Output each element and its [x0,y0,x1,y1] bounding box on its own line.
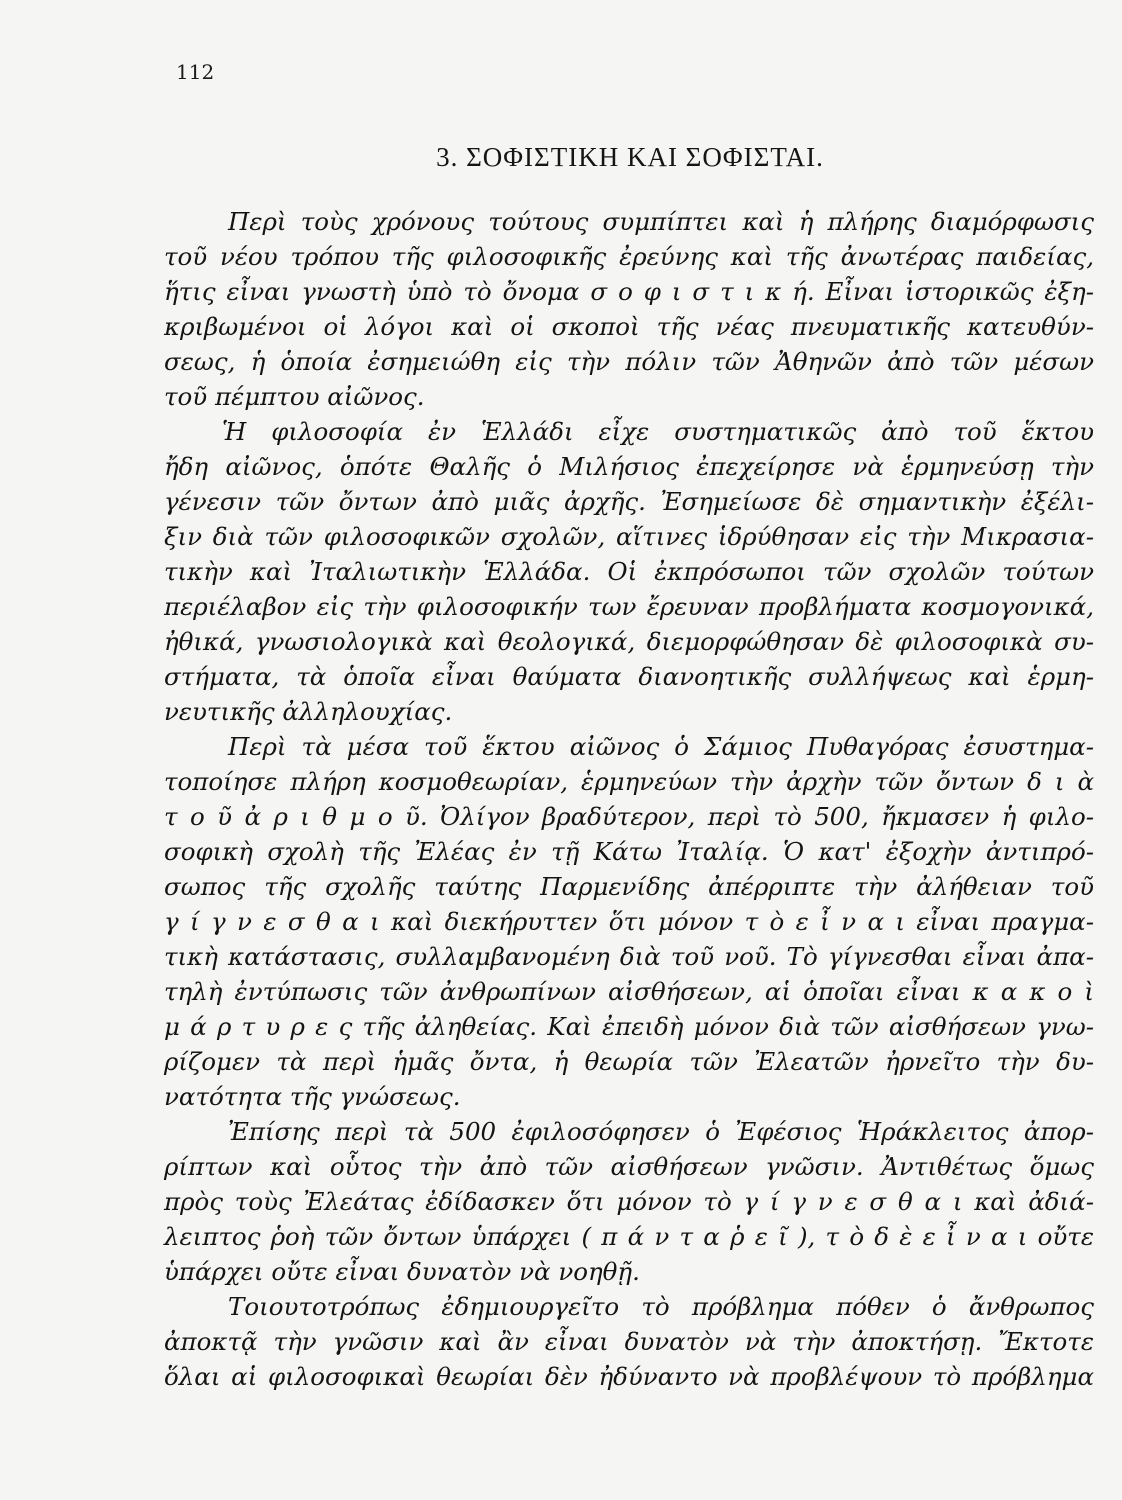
text-line: σοφικὴ σχολὴ τῆς Ἐλέας ἐν τῇ Κάτω Ἰταλίᾳ. Ὁ κατ' ἐξοχὴν ἀντιπρό- [164,837,1094,866]
body-text [164,204,1094,1394]
text-line: λειπτος ῥοὴ τῶν ὄντων ὑπάρχει ( π ά ν τ α ῥ ε ῖ ), τ ὸ δ ὲ ε ἶ ν α ι οὔτε [164,1222,1094,1251]
section-heading: 3. ΣΟΦΙΣΤΙΚΗ ΚΑΙ ΣΟΦΙΣΤΑΙ. [436,142,824,172]
text-line: τοποίησε πλήρη κοσμοθεωρίαν, ἑρμηνεύων τὴν ἀρχὴν τῶν ὄντων δ ι ὰ [164,767,1094,796]
text-line: νευτικῆς ἀλληλουχίας. [164,697,453,726]
text-line: γένεσιν τῶν ὄντων ἀπὸ μιᾶς ἀρχῆς. Ἐσημείωσε δὲ σημαντικὴν ἐξέλι- [164,487,1094,516]
text-line: τοῦ νέου τρόπου τῆς φιλοσοφικῆς ἐρεύνης καὶ τῆς ἀνωτέρας παιδείας, [164,242,1094,271]
text-line: Περὶ τὰ μέσα τοῦ ἕκτου αἰῶνος ὁ Σάμιος Πυθαγόρας ἐσυστημα- [228,732,1094,761]
text-line: ὅλαι αἱ φιλοσοφικαὶ θεωρίαι δὲν ἠδύναντο νὰ προβλέψουν τὸ πρόβλημα [164,1362,1094,1391]
text-line: ρίπτων καὶ οὗτος τὴν ἀπὸ τῶν αἰσθήσεων γνῶσιν. Ἀντιθέτως ὅμως [164,1152,1094,1181]
text-line: Ἡ φιλοσοφία ἐν Ἑλλάδι εἶχε συστηματικῶς ἀπὸ τοῦ ἕκτου [222,417,1094,446]
text-line: τικὴν καὶ Ἰταλιωτικὴν Ἑλλάδα. Οἱ ἐκπρόσωποι τῶν σχολῶν τούτων [164,557,1094,586]
text-line: κριβωμένοι οἱ λόγοι καὶ οἱ σκοποὶ τῆς νέας πνευματικῆς κατευθύν- [164,312,1094,341]
text-line: νατότητα τῆς γνώσεως. [164,1082,461,1111]
text-line: περιέλαβον εἰς τὴν φιλοσοφικήν των ἔρευναν προβλήματα κοσμογονικά, [164,592,1094,621]
text-line: ρίζομεν τὰ περὶ ἡμᾶς ὄντα, ἡ θεωρία τῶν Ἐλεατῶν ἠρνεῖτο τὴν δυ- [164,1047,1094,1076]
text-line: τηλὴ ἐντύπωσις τῶν ἀνθρωπίνων αἰσθήσεων, αἱ ὁποῖαι εἶναι κ α κ ο ὶ [164,977,1094,1006]
text-line: πρὸς τοὺς Ἐλεάτας ἐδίδασκεν ὅτι μόνον τὸ γ ί γ ν ε σ θ α ι καὶ ἀδιά- [164,1187,1094,1216]
text-line: ἥτις εἶναι γνωστὴ ὑπὸ τὸ ὄνομα σ ο φ ι σ τ ι κ ή. Εἶναι ἱστορικῶς ἐξη- [164,277,1094,306]
text-line: Τοιουτοτρόπως ἐδημιουργεῖτο τὸ πρόβλημα πόθεν ὁ ἄνθρωπος [228,1292,1094,1321]
text-line: τικὴ κατάστασις, συλλαμβανομένη διὰ τοῦ νοῦ. Τὸ γίγνεσθαι εἶναι ἀπα- [164,942,1094,971]
text-line: μ ά ρ τ υ ρ ε ς τῆς ἀληθείας. Καὶ ἐπειδὴ μόνον διὰ τῶν αἰσθήσεων γνω- [164,1012,1094,1041]
text-line: τοῦ πέμπτου αἰῶνος. [164,382,425,411]
text-line: στήματα, τὰ ὁποῖα εἶναι θαύματα διανοητικῆς συλλήψεως καὶ ἑρμη- [164,662,1094,691]
text-line: γ ί γ ν ε σ θ α ι καὶ διεκήρυττεν ὅτι μόνον τ ὸ ε ἶ ν α ι εἶναι πραγμα- [164,907,1094,936]
text-line: τ ο ῦ ἀ ρ ι θ μ ο ῦ. Ὀλίγον βραδύτερον, περὶ τὸ 500, ἤκμασεν ἡ φιλο- [164,802,1094,831]
text-line: ἤδη αἰῶνος, ὁπότε Θαλῆς ὁ Μιλήσιος ἐπεχείρησε νὰ ἑρμηνεύσῃ τὴν [164,452,1094,481]
text-line: σωπος τῆς σχολῆς ταύτης Παρμενίδης ἀπέρριπτε τὴν ἀλήθειαν τοῦ [164,872,1094,901]
page-number: 112 [176,60,215,84]
text-line: ξιν διὰ τῶν φιλοσοφικῶν σχολῶν, αἵτινες ἱδρύθησαν εἰς τὴν Μικρασια- [164,522,1094,551]
text-line: ἀποκτᾷ τὴν γνῶσιν καὶ ἂν εἶναι δυνατὸν νὰ τὴν ἀποκτήσῃ. Ἔκτοτε [164,1327,1094,1356]
text-line: Ἐπίσης περὶ τὰ 500 ἐφιλοσόφησεν ὁ Ἐφέσιος Ἡράκλειτος ἀπορ- [228,1117,1094,1146]
text-line: Περὶ τοὺς χρόνους τούτους συμπίπτει καὶ ἡ πλήρης διαμόρφωσις [228,207,1094,236]
text-line: ἠθικά, γνωσιολογικὰ καὶ θεολογικά, διεμορφώθησαν δὲ φιλοσοφικὰ συ- [164,627,1094,656]
text-line: σεως, ἡ ὁποία ἐσημειώθη εἰς τὴν πόλιν τῶν Ἀθηνῶν ἀπὸ τῶν μέσων [164,347,1094,376]
text-line: ὑπάρχει οὔτε εἶναι δυνατὸν νὰ νοηθῇ. [164,1257,640,1286]
